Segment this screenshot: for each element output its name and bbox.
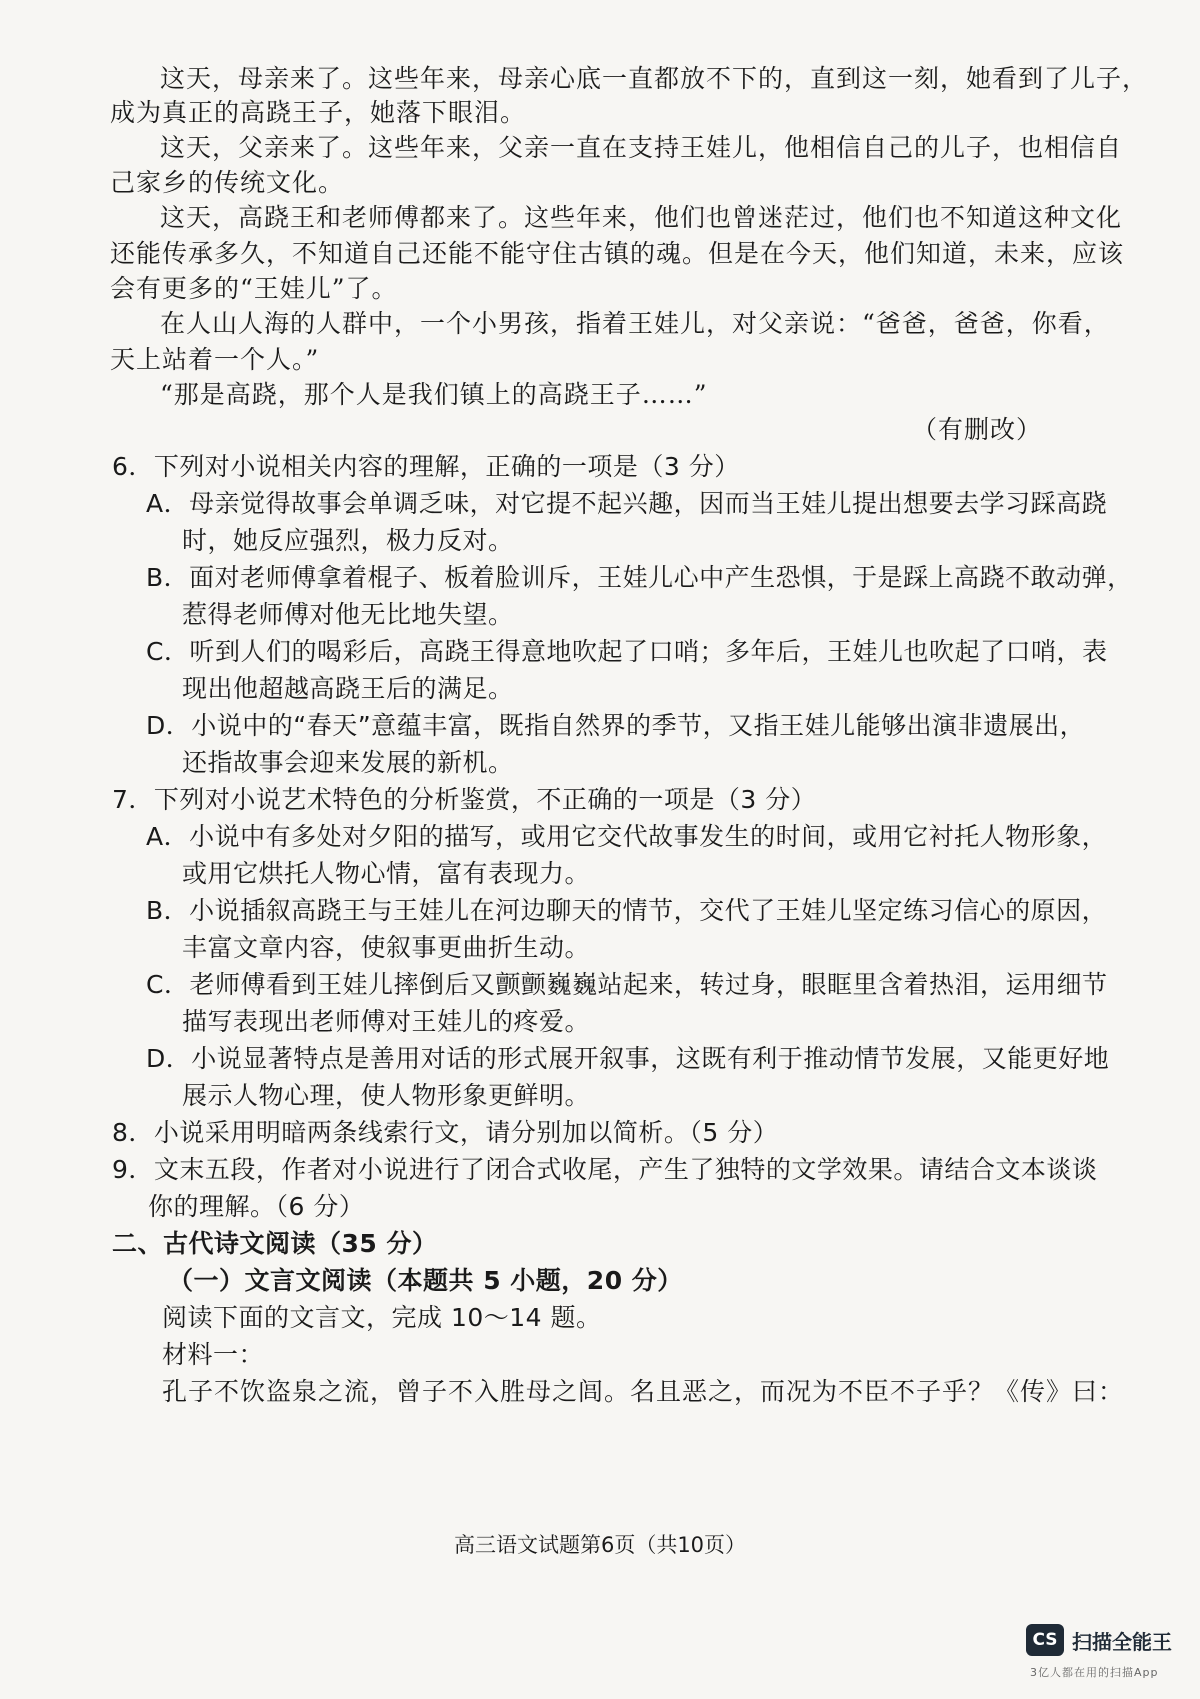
q7-option-d-cont: 展示人物心理，使人物形象更鲜明。 <box>182 1081 591 1110</box>
material-label: 材料一： <box>162 1340 265 1369</box>
edit-note: （有删改） <box>912 415 1043 444</box>
q6-option-c-cont: 现出他超越高跷王后的满足。 <box>182 674 514 703</box>
subsection-heading: （一）文言文阅读（本题共 5 小题，20 分） <box>168 1266 683 1295</box>
question-9-cont: 你的理解。（6 分） <box>148 1192 365 1221</box>
q7-option-a-cont: 或用它烘托人物心情，富有表现力。 <box>182 859 591 888</box>
q7-option-d: D．小说显著特点是善用对话的形式展开叙事，这既有利于推动情节发展，又能更好地 <box>146 1044 1110 1073</box>
scanner-watermark <box>1026 1624 1172 1656</box>
camscanner-logo-icon: CS <box>1026 1624 1064 1656</box>
q6-option-d: D．小说中的“春天”意蕴丰富，既指自然界的季节，又指王娃儿能够出演非遗展出， <box>146 711 1086 740</box>
story-line: 这天，父亲来了。这些年来，父亲一直在支持王娃儿，他相信自己的儿子，也相信自 <box>160 133 1123 162</box>
q7-option-b-cont: 丰富文章内容，使叙事更曲折生动。 <box>182 933 591 962</box>
q6-option-d-cont: 还指故事会迎来发展的新机。 <box>182 748 514 777</box>
question-8: 8．小说采用明暗两条线索行文，请分别加以简析。（5 分） <box>112 1118 779 1147</box>
watermark-title: 扫描全能王 <box>1072 1629 1172 1654</box>
material-text: 孔子不饮盗泉之流，曾子不入胜母之闾。名且恶之，而况为不臣不子乎？《传》曰： <box>162 1377 1125 1406</box>
watermark-subtitle: 3亿人都在用的扫描App <box>1030 1666 1159 1679</box>
story-line: 成为真正的高跷王子，她落下眼泪。 <box>110 98 527 127</box>
q7-option-c-cont: 描写表现出老师傅对王娃儿的疼爱。 <box>182 1007 591 1036</box>
story-line: 会有更多的“王娃儿”了。 <box>110 274 398 303</box>
story-line: 在人山人海的人群中，一个小男孩，指着王娃儿，对父亲说：“爸爸，爸爸，你看， <box>160 309 1110 338</box>
q7-option-b: B．小说插叙高跷王与王娃儿在河边聊天的情节，交代了王娃儿坚定练习信心的原因， <box>146 896 1108 925</box>
reading-instruction: 阅读下面的文言文，完成 10～14 题。 <box>162 1303 602 1332</box>
story-line: “那是高跷，那个人是我们镇上的高跷王子……” <box>160 380 708 409</box>
story-line: 这天，高跷王和老师傅都来了。这些年来，他们也曾迷茫过，他们也不知道这种文化 <box>160 203 1123 232</box>
q6-option-b-cont: 惹得老师傅对他无比地失望。 <box>182 600 514 629</box>
page-footer: 高三语文试题第6页（共10页） <box>453 1533 747 1557</box>
q6-option-a-cont: 时，她反应强烈，极力反对。 <box>182 526 514 555</box>
section-heading: 二、古代诗文阅读（35 分） <box>112 1229 438 1258</box>
question-6-stem: 6．下列对小说相关内容的理解，正确的一项是（3 分） <box>112 452 740 481</box>
story-line: 天上站着一个人。” <box>110 345 320 374</box>
story-line: 己家乡的传统文化。 <box>110 168 345 197</box>
question-9: 9．文末五段，作者对小说进行了闭合式收尾，产生了独特的文学效果。请结合文本谈谈 <box>112 1155 1098 1184</box>
q6-option-c: C．听到人们的喝彩后，高跷王得意地吹起了口哨；多年后，王娃儿也吹起了口哨，表 <box>146 637 1108 666</box>
q7-option-a: A．小说中有多处对夕阳的描写，或用它交代故事发生的时间，或用它衬托人物形象， <box>146 822 1108 851</box>
q6-option-a: A．母亲觉得故事会单调乏味，对它提不起兴趣，因而当王娃儿提出想要去学习踩高跷 <box>146 489 1108 518</box>
q6-option-b: B．面对老师傅拿着棍子、板着脸训斥，王娃儿心中产生恐惧，于是踩上高跷不敢动弹， <box>146 563 1133 592</box>
story-line: 这天，母亲来了。这些年来，母亲心底一直都放不下的，直到这一刻，她看到了儿子， <box>160 64 1149 93</box>
q7-option-c: C．老师傅看到王娃儿摔倒后又颤颤巍巍站起来，转过身，眼眶里含着热泪，运用细节 <box>146 970 1108 999</box>
story-line: 还能传承多久，不知道自己还能不能守住古镇的魂。但是在今天，他们知道，未来，应该 <box>110 239 1125 268</box>
question-7-stem: 7．下列对小说艺术特色的分析鉴赏，不正确的一项是（3 分） <box>112 785 817 814</box>
